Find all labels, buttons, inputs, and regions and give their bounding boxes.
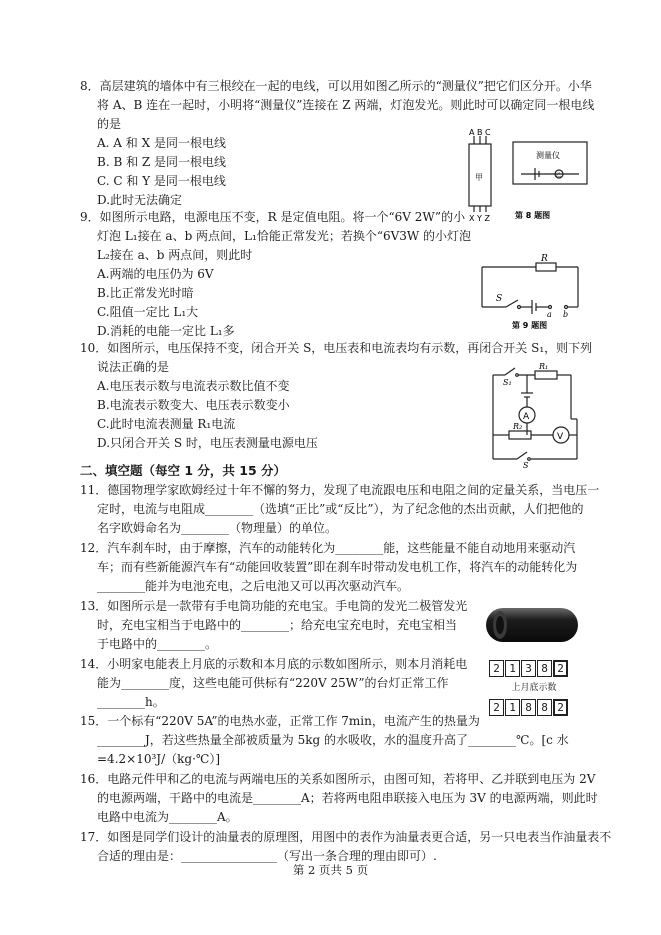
text-line-q11-l1: 11．德国物理学家欧姆经过十年不懈的努力，发现了电流跟电压和电阻之间的定量关系，当电压一 xyxy=(80,483,600,497)
text-line-q16-l2: 的电源两端，干路中的电流是________A；若将两电阻串联接入电压为 3V 的电源两端，则此时 xyxy=(97,791,598,805)
fig10-voltmeter-label: V xyxy=(557,432,564,442)
fig8-bottom-labels: X Y Z xyxy=(469,214,490,223)
fig8-lamp-label: 乙 xyxy=(556,172,562,179)
fig9-b-label: b xyxy=(563,310,569,319)
text-line-q14-l2: 能为________度，这些电能可供标有“220V 25W”的台灯正常工作 xyxy=(97,676,449,690)
figure-8 xyxy=(463,128,593,223)
text-line-q17-l2: 合适的理由是：________________（写出一条合理的理由即可）. xyxy=(97,849,437,863)
text-line-q10-d: D.只闭合开关 S 时，电压表测量电源电压 xyxy=(97,436,318,450)
text-line-q9-d: D.消耗的电能一定比 L₁多 xyxy=(97,324,235,338)
meter-digit: 3 xyxy=(521,660,536,677)
meter-this-month xyxy=(489,696,579,716)
text-line-q8-a: A. A 和 X 是同一根电线 xyxy=(97,136,226,150)
meter-caption: 上月底示数 xyxy=(511,683,557,693)
text-line-q10-l1: 10．如图所示，电压保持不变，闭合开关 S，电压表和电流表均有示数，再闭合开关 S₁，则下列 xyxy=(80,341,593,355)
meter-last-month xyxy=(489,657,579,677)
text-line-q10-c: C.此时电流表测量 R₁电流 xyxy=(97,417,236,431)
fig10-ammeter-label: A xyxy=(523,412,530,422)
text-line-q8-c: C. C 和 Y 是同一根电线 xyxy=(97,174,226,188)
text-line-q15-l1: 15．一个标有“220V 5A”的电热水壶，正常工作 7min，电流产生的热量为 xyxy=(80,714,480,728)
fig9-a-label: a xyxy=(547,310,552,319)
text-line-q13-l2: 时，充电宝相当于电路中的________；给充电宝充电时，充电宝相当 xyxy=(97,618,458,632)
text-line-q11-l3: 名字欧姆命名为________（物理量）的单位。 xyxy=(97,521,338,535)
text-line-q8-l2: 将 A、B 连在一起时，小明将“测量仪”连接在 Z 两端，灯泡发光。则此时可以确定同一根电线 xyxy=(97,98,595,112)
fig10-r1-label: R₁ xyxy=(539,363,549,371)
fig8-caption: 第 8 题图 xyxy=(515,211,551,220)
meter-digit: 2 xyxy=(553,660,568,677)
fig8-meter-title: 测量仪 xyxy=(536,151,560,160)
text-line-q9-l1: 9．如图所示电路，电源电压不变，R 是定值电阻。将一个“6V 2W”的小 xyxy=(80,210,466,224)
fig8-top-labels: A B C xyxy=(469,128,491,137)
text-line-q12-l2: 车；而有些新能源汽车有“动能回收装置”即在刹车时带动发电机工作，将汽车的动能转化为 xyxy=(97,560,578,574)
meter-digit: 2 xyxy=(489,660,504,677)
text-line-q10-b: B.电流表示数变大、电压表示数变小 xyxy=(97,398,290,412)
text-line-q9-a: A.两端的电压仍为 6V xyxy=(97,267,214,281)
meter-digit: 2 xyxy=(553,699,568,716)
figure-10 xyxy=(487,363,583,469)
fig8-box-label: 甲 xyxy=(475,173,483,182)
meter-digit: 8 xyxy=(537,699,552,716)
text-line-q12-l1: 12．汽车刹车时，由于摩擦，汽车的动能转化为________能，这些能量不能自动地用来驱动汽 xyxy=(80,541,576,555)
meter-digit: 8 xyxy=(537,660,552,677)
text-line-q8-l1: 8．高层建筑的墙体中有三根绞在一起的电线，可以用如图乙所示的“测量仪”把它们区分开。小华 xyxy=(80,79,592,93)
text-line-q10-a: A.电压表示数与电流表示数比值不变 xyxy=(97,379,290,393)
text-line-q8-l3: 的是 xyxy=(97,117,122,131)
fig10-r2-label: R₂ xyxy=(513,422,523,431)
fig10-s1-label: S₁ xyxy=(503,378,512,387)
text-line-q15-l2: ________J，若这些热量全部被质量为 5kg 的水吸收，水的温度升高了________℃。[c 水 xyxy=(97,733,569,747)
text-line-q10-l2: 说法正确的是 xyxy=(97,360,170,374)
text-line-q15-l3: =4.2×10³J/（kg·℃）] xyxy=(97,752,221,766)
text-line-q16-l3: 电路中电流为________A。 xyxy=(97,810,238,824)
text-line-q12-l3: ________能并为电池充电，之后电池又可以再次驱动汽车。 xyxy=(97,579,410,593)
fig9-switch-label: S xyxy=(496,294,503,304)
text-line-q9-l3: L₂接在 a、b 两点间，则此时 xyxy=(97,248,253,262)
text-line-q11-l2: 定时，电流与电阻成________（选填“正比”或“反比”），为了纪念他的杰出贡献，人们把他的 xyxy=(97,502,584,516)
power-bank-image xyxy=(482,600,582,650)
meter-digit: 8 xyxy=(521,699,536,716)
meter-digit: 2 xyxy=(489,699,504,716)
meter-digit: 1 xyxy=(505,699,520,716)
fig10-s-label: S xyxy=(523,461,529,469)
fig9-caption: 第 9 题图 xyxy=(512,321,548,330)
page-footer: 第 2 页共 5 页 xyxy=(292,863,369,877)
fig9-resistor-label: R xyxy=(541,254,548,264)
text-line-q14-l1: 14．小明家电能表上月底的示数和本月底的示数如图所示，则本月消耗电 xyxy=(80,657,468,671)
text-line-q9-b: B.比正常发光时暗 xyxy=(97,286,194,300)
text-line-q9-c: C.阻值一定比 L₁大 xyxy=(97,305,199,319)
text-line-q9-l2: 灯泡 L₁接在 a、b 两点间，L₁恰能正常发光；若换个“6V3W 的小灯泡 xyxy=(97,229,472,243)
text-line-q13-l3: 于电路中的________。 xyxy=(97,637,218,651)
text-line-q13-l1: 13．如图所示是一款带有手电筒功能的充电宝。手电筒的发光二极管发光 xyxy=(80,599,468,613)
text-line-q8-d: D.此时无法确定 xyxy=(97,193,183,207)
text-line-q8-b: B. B 和 Z 是同一根电线 xyxy=(97,155,227,169)
section-2-heading: 二、填空题（每空 1 分，共 15 分） xyxy=(80,463,287,478)
text-line-q17-l1: 17．如图是同学们设计的油量表的原理图，用图中的表作为油量表更合适，另一只电表当作油量表不 xyxy=(80,830,612,844)
text-line-q16-l1: 16．电路元件甲和乙的电流与两端电压的关系如图所示，由图可知，若将甲、乙并联到电压为 2V xyxy=(80,772,596,786)
meter-digit: 1 xyxy=(505,660,520,677)
meter-readings xyxy=(489,657,579,716)
text-line-q14-l3: ________h。 xyxy=(97,695,165,709)
figure-9 xyxy=(478,251,588,331)
